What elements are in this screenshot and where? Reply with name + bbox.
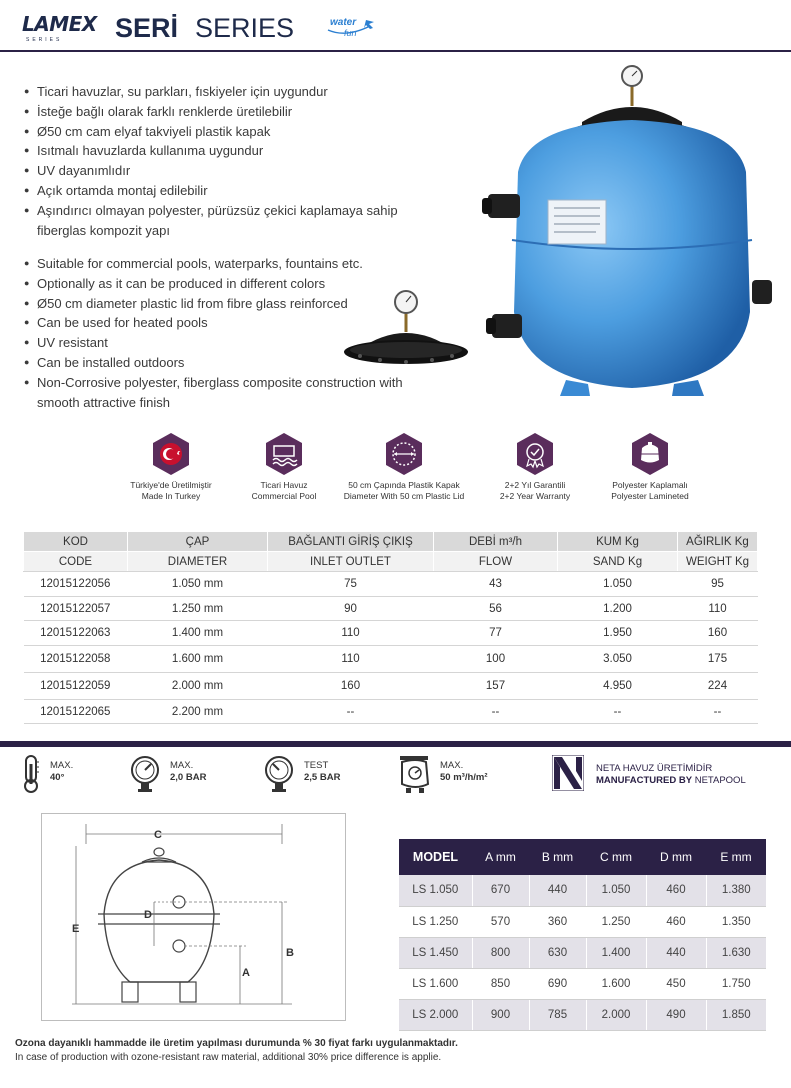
polyester-icon — [630, 432, 670, 476]
table-cell: 157 — [434, 673, 558, 700]
table-cell: LS 1.050 — [399, 875, 472, 906]
table-cell: 3.050 — [558, 646, 678, 673]
table-cell: 460 — [646, 906, 706, 937]
feature-label-tr: Ticari Havuz — [260, 480, 308, 490]
info-label: MAX. — [170, 760, 194, 771]
list-item: ● Ø50 cm cam elyaf takviyeli plastik kapak — [24, 122, 444, 142]
table-cell: 630 — [529, 937, 586, 968]
table-cell: 43 — [434, 572, 558, 597]
title-bold: SERİ — [115, 13, 179, 43]
table-cell: 100 — [434, 646, 558, 673]
table-cell: 1.400 — [586, 937, 646, 968]
table-cell: 95 — [678, 572, 758, 597]
page-header — [0, 0, 791, 50]
table-cell: 1.050 mm — [128, 572, 268, 597]
table-row — [24, 673, 758, 700]
table-cell: 110 — [268, 621, 434, 646]
table-cell: 160 — [678, 621, 758, 646]
column-header: WEIGHT Kg — [678, 552, 758, 572]
table-cell: 450 — [646, 968, 706, 999]
info-divider — [0, 741, 791, 747]
pressure-gauge-icon — [128, 754, 162, 794]
table-cell: 1.050 — [586, 875, 646, 906]
waterfun-logo-line2: fun — [344, 28, 357, 38]
table-cell: 1.630 — [706, 937, 766, 968]
table-cell: -- — [558, 700, 678, 724]
column-header: KOD — [24, 532, 128, 552]
table-cell: 1.750 — [706, 968, 766, 999]
table-cell: 56 — [434, 597, 558, 621]
column-header: E mm — [706, 839, 766, 875]
feature-label-en: 2+2 Year Warranty — [499, 491, 571, 501]
table-cell: 2.000 — [586, 999, 646, 1030]
waterfun-logo-line1: water — [330, 17, 357, 28]
column-header: B mm — [529, 839, 586, 875]
operating-limits — [0, 752, 791, 796]
table-cell: 12015122065 — [24, 700, 128, 724]
table-cell: 1.380 — [706, 875, 766, 906]
table-cell: 75 — [268, 572, 434, 597]
max-flow-rate — [398, 752, 538, 796]
table-cell: 1.600 mm — [128, 646, 268, 673]
info-label: TEST — [304, 760, 329, 771]
footnote-tr: Ozona dayanıklı hammadde ile üretim yapılması durumunda % 30 fiyat farkı uygulanmaktadır. — [15, 1038, 458, 1049]
table-cell: 570 — [472, 906, 529, 937]
list-item: ● Ø50 cm diameter plastic lid from fibre glass reinforced — [24, 294, 404, 314]
feature-polyester — [580, 432, 720, 502]
table-cell: -- — [268, 700, 434, 724]
column-header: INLET OUTLET — [268, 552, 434, 572]
list-item: ● Suitable for commercial pools, waterparks, fountains etc. — [24, 254, 404, 274]
dim-label-d: D — [144, 909, 152, 921]
test-pressure — [262, 752, 382, 796]
table-cell: 77 — [434, 621, 558, 646]
table-cell: LS 1.600 — [399, 968, 472, 999]
feature-label-en: Polyester Lamineted — [611, 491, 689, 501]
list-item: ● Can be installed outdoors — [24, 353, 404, 373]
table-cell: 440 — [646, 937, 706, 968]
spec-table — [23, 531, 758, 724]
model-dimensions-table — [399, 839, 766, 1031]
table-cell: 90 — [268, 597, 434, 621]
info-value: 2,5 BAR — [304, 772, 341, 783]
column-header: CODE — [24, 552, 128, 572]
header-divider — [0, 50, 791, 52]
feature-commercial-pool — [214, 432, 354, 502]
table-cell: 110 — [268, 646, 434, 673]
filter-tank-image — [478, 62, 778, 402]
model-table-header — [399, 839, 766, 875]
table-cell: 12015122056 — [24, 572, 128, 597]
table-cell: 1.850 — [706, 999, 766, 1030]
table-row — [24, 597, 758, 621]
table-cell: 1.600 — [586, 968, 646, 999]
column-header: ÇAP — [128, 532, 268, 552]
table-cell: 490 — [646, 999, 706, 1030]
table-row — [399, 906, 766, 937]
table-cell: 2.200 mm — [128, 700, 268, 724]
list-item: ● Aşındırıcı olmayan polyester, pürüzsüz çekici kaplamaya sahip fiberglas kompozit yapı — [24, 201, 444, 241]
list-item: ● Ticari havuzlar, su parkları, fıskiyeler için uygundur — [24, 82, 444, 102]
brand-logo: LAMEX — [22, 12, 97, 36]
feature-badges — [120, 432, 720, 512]
table-row — [24, 646, 758, 673]
footnote-en: In case of production with ozone-resistant raw material, additional 30% price difference is applie. — [15, 1052, 442, 1063]
table-cell: 850 — [472, 968, 529, 999]
feature-label-en: Made In Turkey — [141, 491, 201, 501]
dim-label-a: A — [242, 967, 250, 979]
list-item: ● UV resistant — [24, 333, 404, 353]
column-header: BAĞLANTI GİRİŞ ÇIKIŞ — [268, 532, 434, 552]
list-item: ● Açık ortamda montaj edilebilir — [24, 181, 444, 201]
column-header: AĞIRLIK Kg — [678, 532, 758, 552]
table-cell: 1.250 — [586, 906, 646, 937]
spec-header-en — [24, 552, 758, 572]
table-cell: -- — [434, 700, 558, 724]
dimension-diagram — [41, 813, 346, 1021]
table-row — [24, 572, 758, 597]
list-item: ● Non-Corrosive polyester, fiberglass composite construction with smooth attractive finish — [24, 373, 404, 413]
column-header: FLOW — [434, 552, 558, 572]
features-list-tr — [24, 82, 444, 240]
table-cell: 460 — [646, 875, 706, 906]
column-header: KUM Kg — [558, 532, 678, 552]
feature-label-tr: 2+2 Yıl Garantili — [504, 480, 566, 490]
dim-label-e: E — [72, 923, 80, 935]
netapool-logo — [552, 755, 584, 791]
column-header: A mm — [472, 839, 529, 875]
manufacturer-name: NETAPOOL — [692, 775, 746, 786]
table-row — [399, 999, 766, 1030]
column-header: DIAMETER — [128, 552, 268, 572]
table-row — [24, 700, 758, 724]
max-pressure — [128, 752, 248, 796]
table-cell: -- — [678, 700, 758, 724]
list-item: ● Can be used for heated pools — [24, 313, 404, 333]
table-cell: 1.250 mm — [128, 597, 268, 621]
thermometer-icon — [20, 754, 42, 794]
table-cell: 110 — [678, 597, 758, 621]
table-cell: 1.350 — [706, 906, 766, 937]
plastic-lid-image — [340, 288, 470, 372]
table-cell: 12015122059 — [24, 673, 128, 700]
table-row — [399, 968, 766, 999]
plastic-lid-icon — [384, 432, 424, 476]
waterfun-logo — [326, 14, 382, 40]
column-header: C mm — [586, 839, 646, 875]
info-label: MAX. — [50, 760, 74, 771]
table-cell: 175 — [678, 646, 758, 673]
table-cell: LS 1.450 — [399, 937, 472, 968]
brand-subtitle: SERIES — [26, 37, 63, 43]
column-header: SAND Kg — [558, 552, 678, 572]
dim-label-c: C — [154, 829, 162, 841]
feature-label-en: Diameter With 50 cm Plastic Lid — [343, 491, 465, 501]
test-gauge-icon — [262, 754, 296, 794]
table-row — [24, 621, 758, 646]
table-row — [399, 937, 766, 968]
table-cell: LS 2.000 — [399, 999, 472, 1030]
column-header: DEBİ m³/h — [434, 532, 558, 552]
manufacturer-line-en — [596, 775, 746, 786]
info-label: MAX. — [440, 760, 464, 771]
manufacturer-line-tr: NETA HAVUZ ÜRETİMİDİR — [596, 763, 713, 774]
table-cell: 690 — [529, 968, 586, 999]
turkey-flag-icon — [151, 432, 191, 476]
table-cell: 12015122057 — [24, 597, 128, 621]
table-cell: 1.400 mm — [128, 621, 268, 646]
dim-label-b: B — [286, 947, 294, 959]
feature-plastic-lid — [334, 432, 474, 502]
table-cell: 1.050 — [558, 572, 678, 597]
table-cell: 670 — [472, 875, 529, 906]
table-cell: 160 — [268, 673, 434, 700]
column-header: MODEL — [399, 839, 472, 875]
max-temperature — [20, 752, 130, 796]
warranty-icon — [515, 432, 555, 476]
list-item: ● İsteğe bağlı olarak farklı renklerde üretilebilir — [24, 102, 444, 122]
table-cell: 1.200 — [558, 597, 678, 621]
table-cell: 360 — [529, 906, 586, 937]
table-row — [399, 875, 766, 906]
table-cell: 12015122058 — [24, 646, 128, 673]
info-value: 2,0 BAR — [170, 772, 207, 783]
feature-label-tr: Türkiye'de Üretilmiştir — [130, 480, 212, 490]
column-header: D mm — [646, 839, 706, 875]
feature-label-tr: 50 cm Çapında Plastik Kapak — [348, 480, 460, 490]
table-cell: 440 — [529, 875, 586, 906]
feature-label-tr: Polyester Kaplamalı — [612, 480, 688, 490]
info-value: 40° — [50, 772, 65, 783]
table-cell: 1.950 — [558, 621, 678, 646]
table-cell: LS 1.250 — [399, 906, 472, 937]
feature-label-en: Commercial Pool — [251, 491, 317, 501]
table-cell: 800 — [472, 937, 529, 968]
list-item: ● UV dayanımlıdır — [24, 161, 444, 181]
table-cell: 2.000 mm — [128, 673, 268, 700]
table-cell: 224 — [678, 673, 758, 700]
list-item: ● Isıtmalı havuzlarda kullanıma uygundur — [24, 141, 444, 161]
manufacturer-label: MANUFACTURED BY — [596, 775, 693, 786]
list-item: ● Optionally as it can be produced in different colors — [24, 274, 404, 294]
table-cell: 4.950 — [558, 673, 678, 700]
commercial-pool-icon — [264, 432, 304, 476]
flow-rate-icon — [398, 754, 434, 796]
title-light: SERIES — [195, 13, 295, 43]
spec-header-tr — [24, 532, 758, 552]
table-cell: 12015122063 — [24, 621, 128, 646]
table-cell: 785 — [529, 999, 586, 1030]
info-value: 50 m³/h/m² — [440, 772, 488, 783]
table-cell: 900 — [472, 999, 529, 1030]
